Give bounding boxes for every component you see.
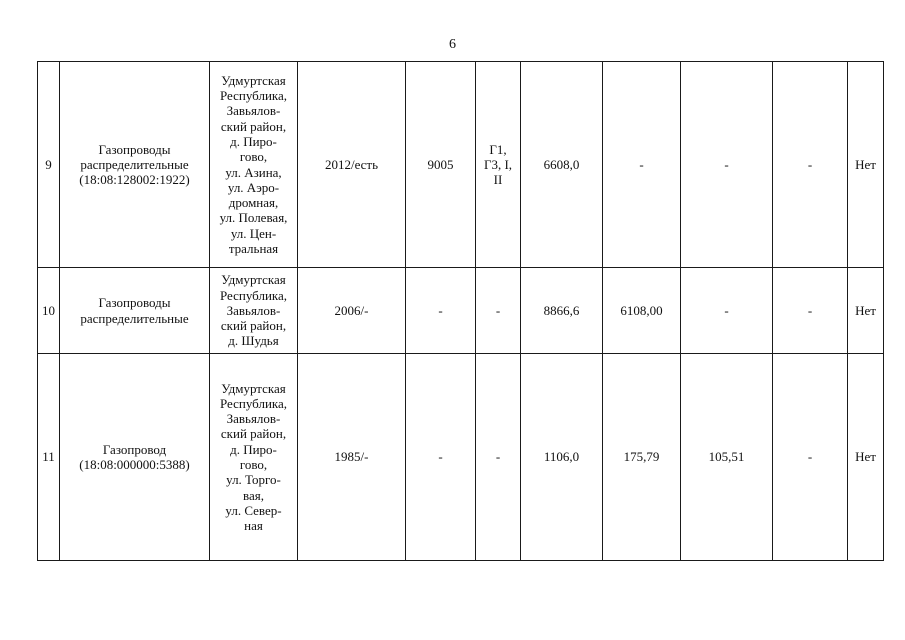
cell-col5: - [406,354,476,561]
cell-class: Г1, Г3, I, II [476,62,521,268]
cell-name: Газопровод (18:08:000000:5388) [60,354,210,561]
cell-col10: - [773,354,848,561]
table-row [38,354,884,561]
cell-col9: - [681,62,773,268]
cell-col10: - [773,62,848,268]
cell-col8: 6108,00 [603,268,681,354]
cell-no: 9 [38,62,60,268]
cell-col8: - [603,62,681,268]
cell-address: Удмуртская Республика, Завьялов- ский район, д. Шудья [210,268,298,354]
cell-col11: Нет [848,62,884,268]
cell-year: 1985/- [298,354,406,561]
cell-year: 2012/есть [298,62,406,268]
cell-no: 11 [38,354,60,561]
cell-address: Удмуртская Республика, Завьялов- ский район, д. Пиро- гово, ул. Торго- вая, ул. Север- ная [210,354,298,561]
cell-col8: 175,79 [603,354,681,561]
cell-col11: Нет [848,268,884,354]
table-row [38,268,884,354]
registry-table-body [38,62,884,561]
cell-col11: Нет [848,354,884,561]
cell-name: Газопроводы распределительные [60,268,210,354]
cell-col10: - [773,268,848,354]
cell-address: Удмуртская Республика, Завьялов- ский район, д. Пиро- гово, ул. Азина, ул. Аэро- дромная, ул. Полевая, ул. Цен- тральная [210,62,298,268]
cell-name: Газопроводы распределительные (18:08:128002:1922) [60,62,210,268]
cell-col5: 9005 [406,62,476,268]
cell-col7: 6608,0 [521,62,603,268]
page-number: 6 [449,37,456,52]
cell-col9: - [681,268,773,354]
cell-class: - [476,268,521,354]
cell-class: - [476,354,521,561]
cell-col7: 1106,0 [521,354,603,561]
cell-col5: - [406,268,476,354]
cell-year: 2006/- [298,268,406,354]
cell-col7: 8866,6 [521,268,603,354]
cell-col9: 105,51 [681,354,773,561]
registry-table [37,61,884,561]
cell-no: 10 [38,268,60,354]
table-row [38,62,884,268]
